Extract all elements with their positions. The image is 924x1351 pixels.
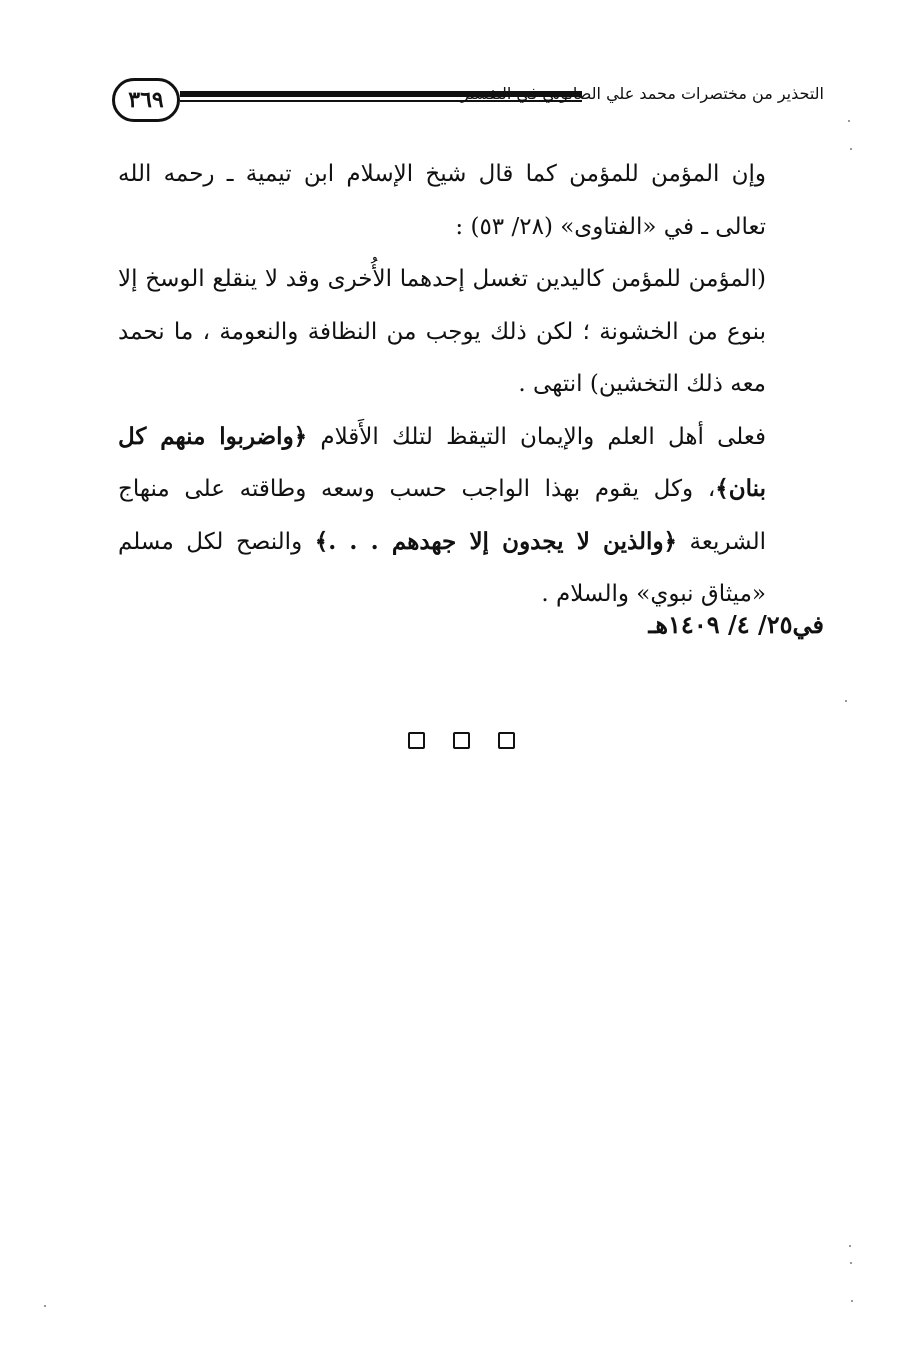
paragraph-2: (المؤمن للمؤمن كاليدين تغسل إحدهما الأُخرى وقد لا ينقلع الوسخ إلا بنوع من الخشونة ؛ لكن ذلك يوجب من النظافة والنعومة ، ما نحمد معه ذلك التخشين) انتهى . (118, 266, 766, 397)
margin-speck (850, 1262, 852, 1264)
margin-speck (850, 148, 852, 150)
quran-quote-2: ﴿والذين لا يجدون إلا جهدهم . . .﴾ (314, 527, 678, 555)
page-number-badge (112, 78, 180, 122)
quran-quote-1: ﴿واضربوا منهم كل بنان﴾ (118, 422, 766, 502)
page-header (112, 78, 824, 126)
margin-speck (849, 1245, 851, 1247)
square-box-icon (498, 732, 515, 749)
square-box-icon (408, 732, 425, 749)
paragraph-1: وإن المؤمن للمؤمن كما قال شيخ الإسلام ابن تيمية ـ رحمه الله تعالى ـ في «الفتاوى» (٢٨/ ٥٣) : (118, 161, 766, 240)
margin-speck (845, 700, 847, 702)
paragraph-3-part-3: والنصح لكل مسلم «ميثاق نبوي» والسلام . (118, 528, 766, 607)
end-ornament (408, 732, 518, 752)
running-title: التحذير من مختصرات محمد علي الصابوني في التفسير (461, 84, 824, 103)
paragraph-3-part-2: ، وكل يقوم بهذا الواجب حسب وسعه وطاقته على منهاج الشريعة (118, 476, 766, 555)
body-text (118, 148, 824, 621)
margin-speck (848, 120, 850, 122)
date-line: في٢٥/ ٤/ ١٤٠٩هـ (648, 610, 824, 639)
page-number: ٣٦٩ (128, 87, 164, 113)
paragraph-3 (118, 411, 824, 621)
paragraph-3-part-1: فعلى أهل العلم والإيمان التيقظ لتلك الأَقلام (307, 423, 766, 450)
square-box-icon (453, 732, 470, 749)
margin-speck (44, 1305, 46, 1307)
margin-speck (851, 1300, 853, 1302)
